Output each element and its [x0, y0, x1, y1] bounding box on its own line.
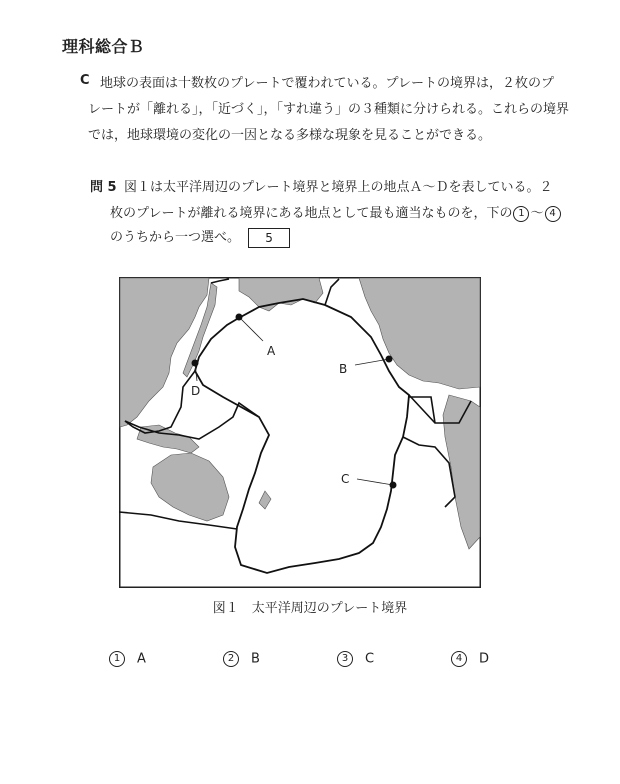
circled-number-first: 1	[513, 206, 529, 222]
intro-line-2: レートが「離れる」，「近づく」，「すれ違う」の３種類に分けられる。これらの境界	[88, 102, 570, 117]
point-label-b: B	[339, 362, 348, 376]
circled-number-last: 4	[545, 206, 561, 222]
choice-3-number: 3	[337, 651, 353, 667]
choice-2-label: B	[251, 651, 260, 667]
question-line-1: 図１は太平洋周辺のプレート境界と境界上の地点Ａ～Ｄを表している。２	[124, 180, 553, 195]
intro-line-3: では，地球環境の変化の一因となる多様な現象を見ることができる。	[88, 128, 492, 143]
point-label-a: A	[267, 344, 276, 358]
question-line-3	[110, 226, 290, 248]
point-label-c: C	[341, 472, 350, 486]
choice-3[interactable]	[336, 651, 374, 667]
answer-box[interactable]: 5	[248, 228, 290, 248]
point-marker-b	[386, 356, 393, 363]
point-marker-a	[236, 314, 243, 321]
choice-4-number: 4	[451, 651, 467, 667]
plate-boundary-map	[119, 277, 481, 588]
choice-3-label: C	[365, 651, 375, 667]
choice-1[interactable]	[108, 651, 146, 667]
question-line-3-text: のうちから一つ選べ。	[110, 230, 241, 245]
choice-4[interactable]	[450, 651, 489, 667]
choice-4-label: D	[479, 651, 490, 667]
intro-marker: C	[80, 73, 90, 88]
intro-line-1: 地球の表面は十数枚のプレートで覆われている。プレートの境界は，２枚のプ	[100, 76, 554, 91]
choice-1-number: 1	[109, 651, 125, 667]
choice-1-label: A	[137, 651, 146, 667]
choice-2-number: 2	[223, 651, 239, 667]
section-title: 理科総合Ｂ	[62, 37, 145, 56]
point-marker-d	[192, 360, 199, 367]
point-label-d: D	[191, 384, 201, 398]
question-line-2	[110, 202, 562, 222]
range-separator: ～	[530, 206, 544, 221]
question-line-2-text: 枚のプレートが離れる境界にある地点として最も適当なものを，下の	[110, 206, 513, 221]
point-marker-c	[390, 482, 397, 489]
question-label: 問 5	[90, 180, 117, 195]
figure-caption: 図１ 太平洋周辺のプレート境界	[212, 601, 408, 616]
choice-2[interactable]	[222, 651, 260, 667]
